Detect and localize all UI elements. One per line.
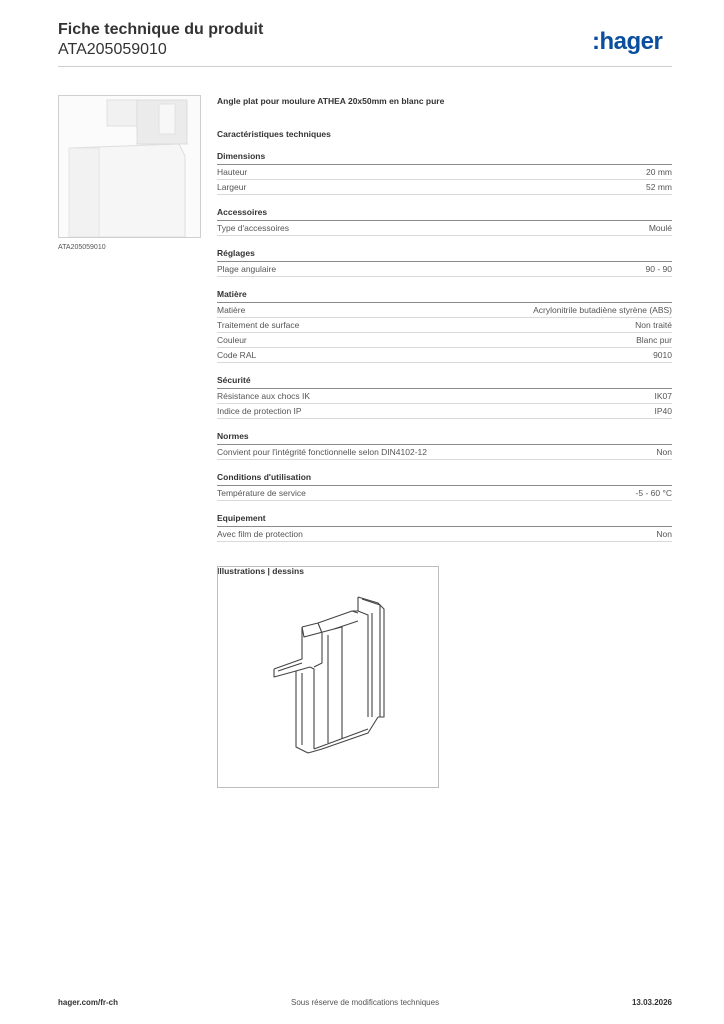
- product-drawing: [217, 566, 439, 788]
- spec-value: Moulé: [648, 223, 672, 233]
- spec-group-title: Equipement: [217, 513, 672, 527]
- spec-group-title: Conditions d'utilisation: [217, 472, 672, 486]
- spec-row: [217, 180, 672, 195]
- spec-group: [217, 472, 672, 501]
- spec-row: [217, 303, 672, 318]
- spec-label: Convient pour l'intégrité fonctionnelle selon DIN4102-12: [217, 447, 428, 457]
- footer-notice: Sous réserve de modifications techniques: [291, 998, 440, 1007]
- spec-row: [217, 318, 672, 333]
- spec-group-title: Accessoires: [217, 207, 672, 221]
- angle-drawing-image: [218, 567, 438, 787]
- hager-logo: :hager: [592, 28, 663, 55]
- page-title: Fiche technique du produit: [58, 21, 264, 38]
- illustrations-heading: Illustrations | dessins: [217, 566, 304, 576]
- technical-content: [217, 96, 672, 576]
- spec-row: [217, 445, 672, 460]
- section-heading: Caractéristiques techniques: [217, 129, 331, 139]
- spec-label: Type d'accessoires: [217, 223, 290, 233]
- spec-value: 20 mm: [646, 167, 672, 177]
- spec-group: [217, 513, 672, 542]
- product-description: Angle plat pour moulure ATHEA 20x50mm en blanc pure: [217, 96, 445, 106]
- thumbnail-caption: ATA205059010: [58, 244, 106, 251]
- spec-group-title: Sécurité: [217, 375, 672, 389]
- spec-row: [217, 348, 672, 363]
- header-divider: [58, 66, 672, 67]
- spec-row: [217, 221, 672, 236]
- spec-label: Traitement de surface: [217, 320, 300, 330]
- spec-value: Non: [656, 529, 672, 539]
- product-reference: ATA205059010: [58, 41, 167, 58]
- spec-label: Matière: [217, 305, 246, 315]
- spec-value: 90 - 90: [645, 264, 672, 274]
- spec-label: Largeur: [217, 182, 247, 192]
- spec-group: [217, 375, 672, 419]
- spec-value: IK07: [654, 391, 672, 401]
- spec-group: [217, 207, 672, 236]
- spec-row: [217, 527, 672, 542]
- spec-label: Hauteur: [217, 167, 248, 177]
- spec-value: 52 mm: [646, 182, 672, 192]
- spec-value: Acrylonitrile butadiène styrène (ABS): [533, 305, 672, 315]
- spec-row: [217, 404, 672, 419]
- spec-value: IP40: [654, 406, 672, 416]
- spec-group: [217, 289, 672, 363]
- spec-row: [217, 165, 672, 180]
- spec-label: Résistance aux chocs IK: [217, 391, 311, 401]
- page-header: [58, 20, 263, 60]
- spec-group-title: Normes: [217, 431, 672, 445]
- spec-label: Avec film de protection: [217, 529, 303, 539]
- spec-row: [217, 262, 672, 277]
- spec-label: Température de service: [217, 488, 306, 498]
- spec-group: [217, 248, 672, 277]
- footer-website-link[interactable]: hager.com/fr-ch: [58, 998, 119, 1007]
- product-thumbnail: [58, 95, 201, 238]
- spec-group-title: Réglages: [217, 248, 672, 262]
- spec-value: -5 - 60 °C: [635, 488, 672, 498]
- spec-group-title: Matière: [217, 289, 672, 303]
- spec-value: Non: [656, 447, 672, 457]
- spec-row: [217, 389, 672, 404]
- spec-row: [217, 333, 672, 348]
- product-thumbnail-image: [59, 96, 200, 237]
- spec-label: Code RAL: [217, 350, 257, 360]
- spec-group: [217, 151, 672, 195]
- spec-value: 9010: [653, 350, 672, 360]
- spec-value: Blanc pur: [636, 335, 672, 345]
- footer-date: 13.03.2026: [631, 998, 672, 1007]
- spec-label: Indice de protection IP: [217, 406, 302, 416]
- spec-label: Plage angulaire: [217, 264, 277, 274]
- spec-value: Non traité: [635, 320, 672, 330]
- spec-group-title: Dimensions: [217, 151, 672, 165]
- spec-groups: [217, 151, 672, 542]
- spec-label: Couleur: [217, 335, 247, 345]
- spec-group: [217, 431, 672, 460]
- spec-row: [217, 486, 672, 501]
